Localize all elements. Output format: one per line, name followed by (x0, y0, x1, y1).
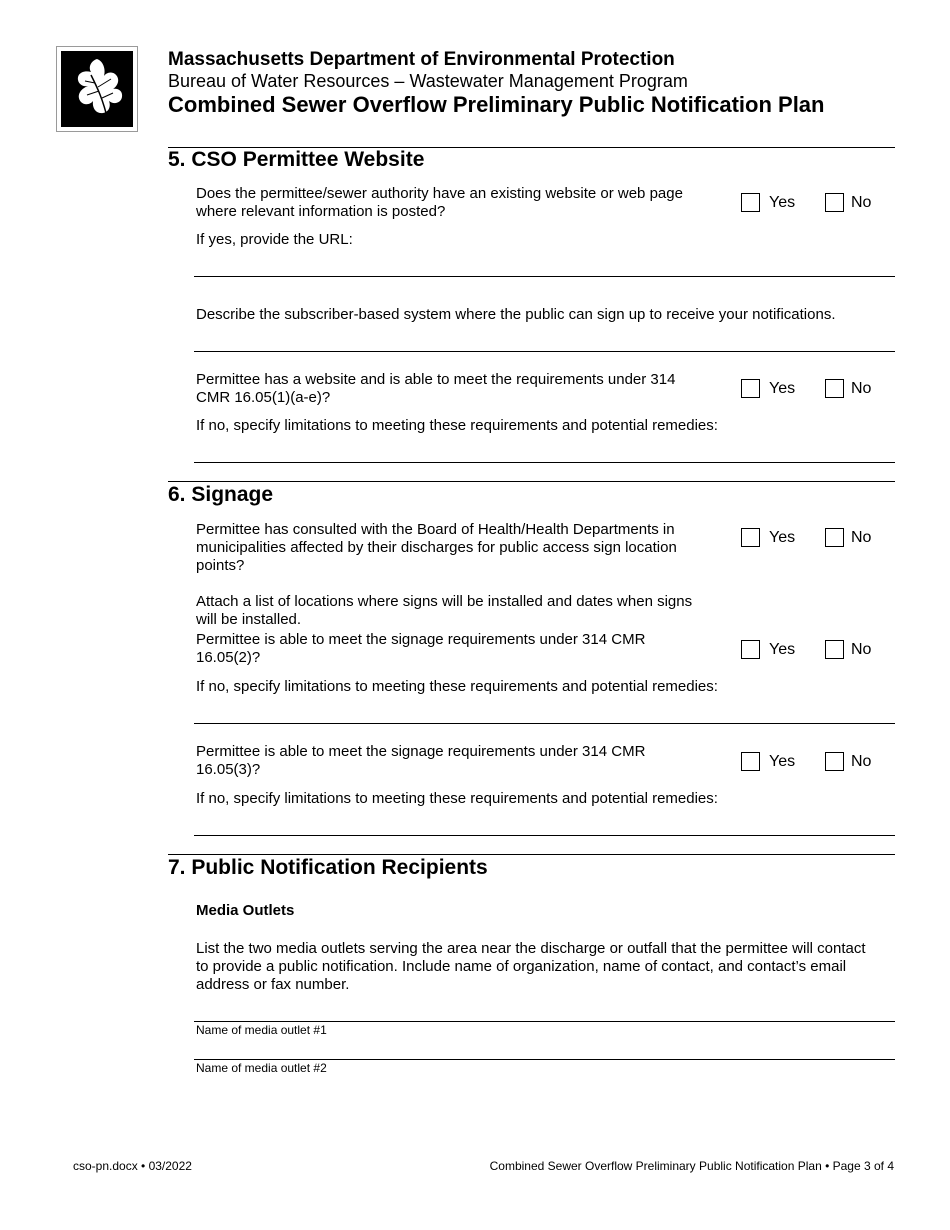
no-label: No (851, 529, 872, 546)
section-6-heading: 6. Signage (168, 483, 274, 506)
website-question: Does the permittee/sewer authority have an existing website or web page where relevant information is posted? (196, 185, 683, 220)
yes-label: Yes (769, 529, 796, 546)
footer-file-info: cso-pn.docx • 03/2022 (73, 1159, 192, 1173)
yes-label: Yes (769, 194, 796, 211)
signage-2-yes-checkbox[interactable] (741, 640, 760, 659)
oak-leaf-icon (61, 51, 133, 127)
website-yes-checkbox[interactable] (741, 193, 760, 212)
media-outlet-1-label: Name of media outlet #1 (196, 1023, 327, 1037)
bureau-name: Bureau of Water Resources – Wastewater Management Program (168, 71, 688, 91)
signage-3-yes-checkbox[interactable] (741, 752, 760, 771)
health-dept-question: Permittee has consulted with the Board of Health/Health Departments in municipalities affected by their discharges for public access sign location points? (196, 521, 677, 574)
subscriber-system-prompt: Describe the subscriber-based system where the public can sign up to receive your notifications. (196, 306, 836, 323)
media-outlets-instructions: List the two media outlets serving the area near the discharge or outfall that the permittee will contact to provide a public notification. Include name of organization, name of contact, and contact’s email address or fax number. (196, 940, 866, 993)
agency-name: Massachusetts Department of Environmental Protection (168, 49, 675, 70)
section-7-heading: 7. Public Notification Recipients (168, 856, 488, 879)
website-requirements-question: Permittee has a website and is able to meet the requirements under 314 CMR 16.05(1)(a-e)? (196, 371, 676, 406)
signage-2-limitations-input-line[interactable] (194, 723, 895, 724)
signage-3-limitations-prompt: If no, specify limitations to meeting these requirements and potential remedies: (196, 790, 718, 807)
yes-label: Yes (769, 641, 796, 658)
health-dept-no-checkbox[interactable] (825, 528, 844, 547)
media-outlet-2-label: Name of media outlet #2 (196, 1061, 327, 1075)
signage-3-no-checkbox[interactable] (825, 752, 844, 771)
media-outlets-subheading: Media Outlets (196, 902, 295, 919)
section-5-heading: 5. CSO Permittee Website (168, 148, 425, 171)
signage-2-no-checkbox[interactable] (825, 640, 844, 659)
media-outlet-1-field[interactable] (194, 1021, 895, 1022)
website-req-no-checkbox[interactable] (825, 379, 844, 398)
no-label: No (851, 753, 872, 770)
signage-3-question: Permittee is able to meet the signage requirements under 314 CMR 16.05(3)? (196, 743, 646, 778)
url-prompt: If yes, provide the URL: (196, 231, 353, 248)
section-divider (168, 854, 895, 855)
website-no-checkbox[interactable] (825, 193, 844, 212)
health-dept-yes-checkbox[interactable] (741, 528, 760, 547)
signage-3-limitations-input-line[interactable] (194, 835, 895, 836)
form-title: Combined Sewer Overflow Preliminary Public Notification Plan (168, 92, 825, 117)
subscriber-input-line[interactable] (194, 351, 895, 352)
no-label: No (851, 641, 872, 658)
no-label: No (851, 380, 872, 397)
website-limitations-input-line[interactable] (194, 462, 895, 463)
signage-2-question: Permittee is able to meet the signage requirements under 314 CMR 16.05(2)? (196, 631, 646, 666)
yes-label: Yes (769, 753, 796, 770)
media-outlet-2-field[interactable] (194, 1059, 895, 1060)
signage-2-limitations-prompt: If no, specify limitations to meeting these requirements and potential remedies: (196, 678, 718, 695)
website-req-yes-checkbox[interactable] (741, 379, 760, 398)
attach-locations-instruction: Attach a list of locations where signs will be installed and dates when signs will be installed. (196, 593, 693, 628)
website-limitations-prompt: If no, specify limitations to meeting these requirements and potential remedies: (196, 417, 718, 434)
yes-label: Yes (769, 380, 796, 397)
footer-page-info: Combined Sewer Overflow Preliminary Public Notification Plan • Page 3 of 4 (489, 1159, 894, 1173)
url-input-line[interactable] (194, 276, 895, 277)
section-divider (168, 481, 895, 482)
no-label: No (851, 194, 872, 211)
massdep-logo (56, 46, 138, 132)
